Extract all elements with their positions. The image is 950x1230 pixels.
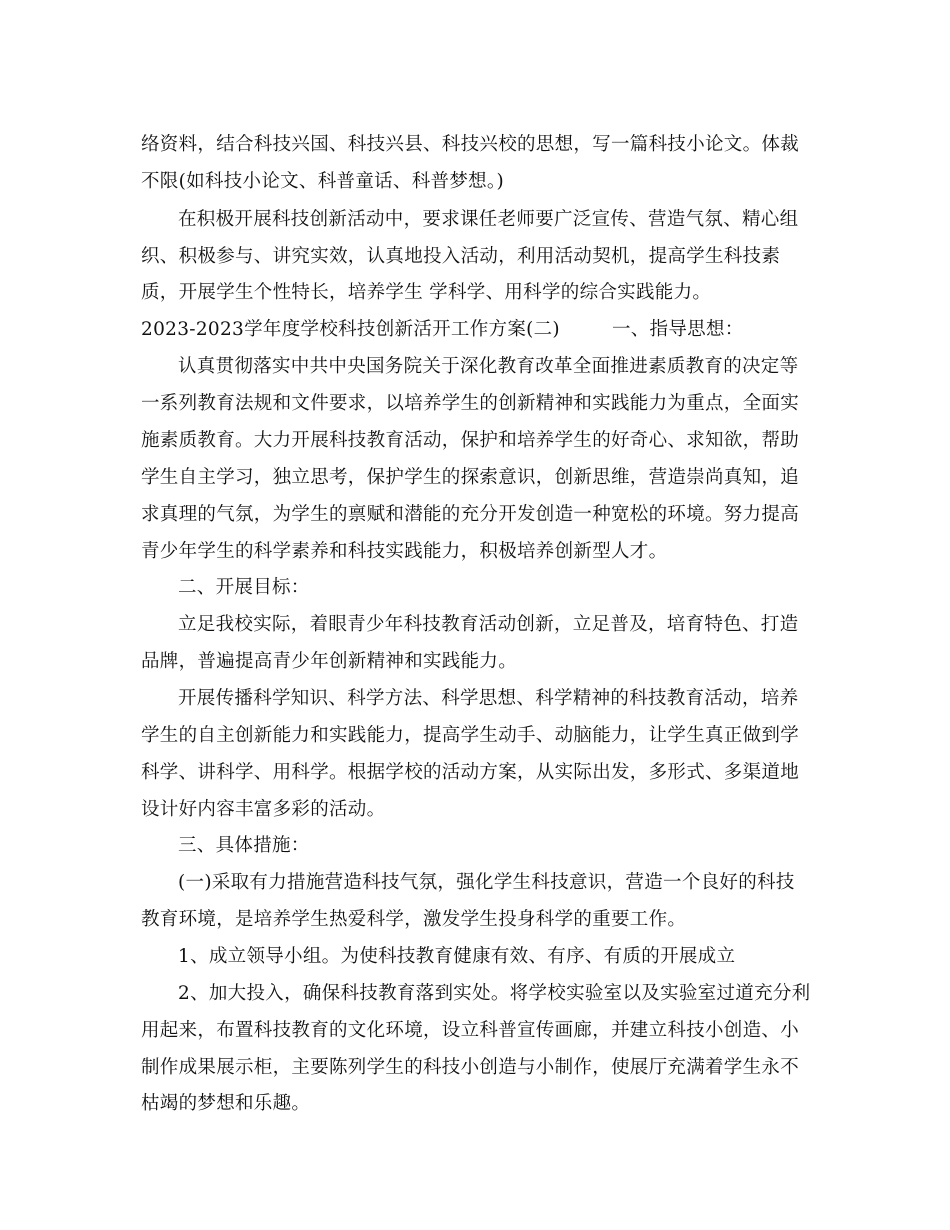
text-line: 青少年学生的科学素养和科技实践能力，积极培养创新型人才。 — [141, 541, 668, 562]
paragraph-start: 立足我校实际，着眼青少年科技教育活动创新，立足普及，培育特色、打造 — [178, 614, 799, 635]
paragraph-start: 认真贯彻落实中共中央国务院关于深化教育改革全面推进素质教育的决定等 — [178, 356, 799, 377]
heading-guiding-thought: 一、指导思想： — [611, 319, 744, 340]
text-line: 用起来，布置科技教育的文化环境，设立科普宣传画廊，并建立科技小创造、小 — [141, 1020, 800, 1041]
text-line: 一系列教育法规和文件要求，以培养学生的创新精神和实践能力为重点，全面实 — [141, 393, 800, 414]
text-line: 设计好内容丰富多彩的活动。 — [141, 799, 386, 820]
paragraph-start: 开展传播科学知识、科学方法、科学思想、科学精神的科技教育活动，培养 — [178, 688, 799, 709]
list-item-1: 1、成立领导小组。为使科技教育健康有效、有序、有质的开展成立 — [178, 946, 736, 967]
heading-goals: 二、开展目标： — [178, 577, 310, 598]
text-line: 制作成果展示柜，主要陈列学生的科技小创造与小制作，使展厅充满着学生永不 — [141, 1057, 800, 1078]
text-line: 不限(如科技小论文、科普童话、科普梦想。) — [141, 171, 504, 192]
text-line: 络资料，结合科技兴国、科技兴县、科技兴校的思想，写一篇科技小论文。体裁 — [141, 134, 800, 155]
text-line: 品牌，普遍提高青少年创新精神和实践能力。 — [141, 651, 518, 672]
text-line: 求真理的气氛，为学生的禀赋和潜能的充分开发创造一种宽松的环境。努力提高 — [141, 504, 800, 525]
text-line: 学生自主学习，独立思考，保护学生的探索意识，创新思维，营造崇尚真知，追 — [141, 467, 800, 488]
plan-title: 2023-2023学年度学校科技创新活开工作方案(二) — [141, 319, 560, 340]
text-line: 枯竭的梦想和乐趣。 — [141, 1093, 311, 1114]
section-title-line — [141, 315, 744, 341]
paragraph-start: (一)采取有力措施营造科技气氛，强化学生科技意识，营造一个良好的科技 — [178, 872, 795, 893]
text-line: 质，开展学生个性特长，培养学生 学科学、用科学的综合实践能力。 — [141, 282, 712, 303]
text-line: 学生的自主创新能力和实践能力，提高学生动手、动脑能力，让学生真正做到学 — [141, 725, 800, 746]
text-line: 教育环境，是培养学生热爱科学，激发学生投身科学的重要工作。 — [141, 909, 687, 930]
list-item-2: 2、加大投入，确保科技教育落到实处。将学校实验室以及实验室过道充分利 — [178, 983, 811, 1004]
text-line: 施素质教育。大力开展科技教育活动，保护和培养学生的好奇心、求知欲，帮助 — [141, 430, 800, 451]
text-line: 织、积极参与、讲究实效，认真地投入活动，利用活动契机，提高学生科技素 — [141, 246, 781, 267]
heading-measures: 三、具体措施： — [178, 835, 310, 856]
text-line: 科学、讲科学、用科学。根据学校的活动方案，从实际出发，多形式、多渠道地 — [141, 762, 800, 783]
paragraph-start: 在积极开展科技创新活动中，要求课任老师要广泛宣传、营造气氛、精心组 — [178, 209, 799, 230]
